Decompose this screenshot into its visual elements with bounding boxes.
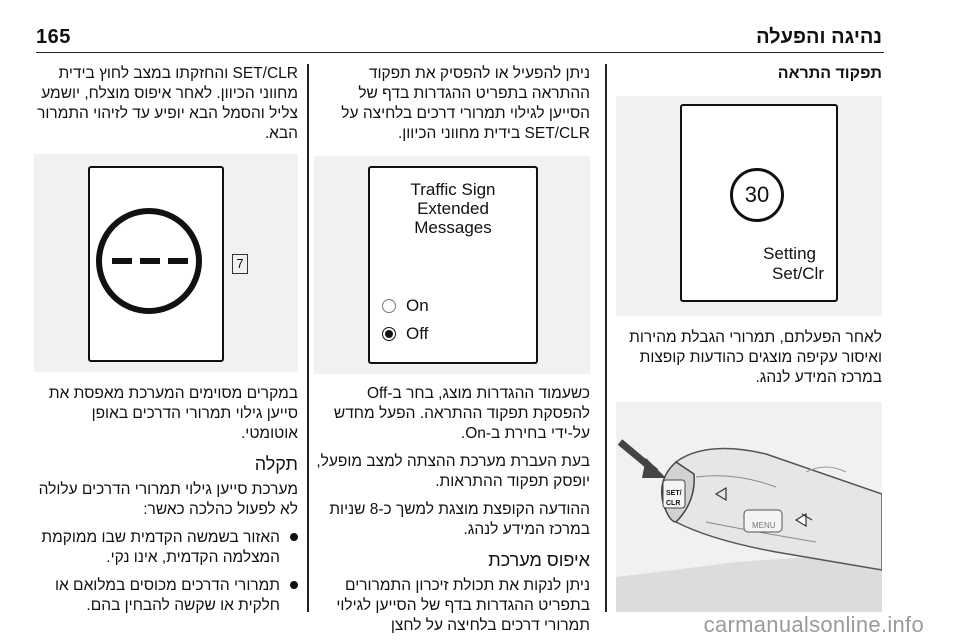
section-heading-alert: תפקוד התראה	[777, 65, 882, 82]
column-right	[610, 64, 882, 612]
bullet-text: תמרורי הדרכים מכוסים במלואם או חלקית או שקשה להבחין בהם.	[54, 577, 280, 614]
option-on-label: On	[406, 296, 429, 315]
column-left	[34, 64, 298, 624]
middle-paragraph-1: ניתן להפעיל או להפסיק את תפקוד ההתראה בתפריט ההגדרות בדף של הסייען לגילוי תמרורי דרכים בלחיצה על SET/CLR בידית מחווני הכיוון.	[341, 65, 590, 142]
list-item	[34, 576, 298, 616]
reset-symbol-figure	[34, 154, 298, 372]
speed-sign-figure	[616, 96, 882, 316]
left-paragraph-1: SET/CLR והחזקתו במצב לחוץ בידית מחווני הכיוון. לאחר איפוס מוצלח, יושמע צליל והסמל הבא יופיע עד לזיהוי התמרור הבא.	[37, 65, 298, 142]
speed-limit-sign-icon	[730, 168, 784, 222]
bullet-text: האזור בשמשה הקדמית שבו ממוקמת המצלמה הקדמית, אינו נקי.	[41, 529, 280, 566]
corner-number-icon	[232, 254, 248, 274]
page-number: 165	[36, 26, 71, 48]
option-off[interactable]	[382, 324, 428, 344]
no-sign-symbol-icon	[96, 208, 202, 314]
display-label-setting: Setting	[763, 244, 816, 263]
corner-number-label: 7	[236, 256, 244, 271]
middle-paragraph-2: כשעמוד ההגדרות מוצג, בחר ב-Off להפסקת תפקוד ההתראה. הפעל מחדש על-ידי בחירת ב-On.	[333, 385, 590, 442]
watermark: carmanualsonline.info	[703, 612, 924, 637]
column-middle	[314, 64, 590, 644]
display-label-setclr: Set/Clr	[772, 264, 824, 283]
column-divider	[605, 64, 607, 612]
fault-bullet-list	[34, 528, 298, 616]
stalk-label-menu: MENU	[752, 521, 776, 530]
display-panel	[680, 104, 838, 302]
stalk-illustration	[616, 402, 882, 612]
bullet-icon	[290, 581, 298, 589]
section-heading-reset: איפוס מערכת	[488, 550, 590, 570]
settings-title-line3: Messages	[414, 218, 492, 237]
chapter-title: נהיגה והפעלה	[756, 26, 882, 48]
stalk-label-set: SET/	[666, 490, 682, 497]
radio-unselected-icon	[382, 299, 396, 313]
middle-paragraph-5: ניתן לנקות את תכולת זיכרון התמרורים בתפריט ההגדרות בדף של הסייען לגילוי תמרורי דרכים בלחיצה על לחצן	[336, 577, 590, 634]
left-paragraph-2: במקרים מסוימים המערכת מאפסת את סייען גילוי תמרורי הדרכים באופן אוטומטי.	[48, 385, 298, 442]
alert-paragraph: לאחר הפעלתם, תמרורי הגבלת מהירות ואיסור עקיפה מוצגים כהודעות קופצות במרכז המידע לנהג.	[629, 329, 882, 386]
middle-paragraph-4: ההודעה הקופצת מוצגת למשך כ-8 שניות במרכז המידע לנהג.	[329, 501, 590, 538]
traffic-sign-settings-figure	[314, 156, 590, 374]
left-paragraph-3: מערכת סייען גילוי תמרורי הדרכים עלולה לא לפעול כהלכה כאשר:	[38, 481, 298, 518]
settings-display-panel	[368, 166, 538, 364]
stalk-label-clr: CLR	[666, 500, 681, 507]
turn-signal-stalk-figure	[616, 402, 882, 612]
radio-selected-icon	[382, 327, 396, 341]
section-heading-fault: תקלה	[254, 454, 298, 474]
bullet-icon	[290, 533, 298, 541]
option-off-label: Off	[406, 324, 429, 343]
middle-paragraph-3: בעת העברת מערכת ההצתה למצב מופעל, יופסק תפקוד ההתראות.	[316, 453, 590, 490]
settings-title-line2: Extended	[417, 199, 489, 218]
speed-limit-value: 30	[744, 182, 770, 207]
page-header	[36, 26, 884, 53]
column-divider	[307, 64, 309, 612]
list-item	[34, 528, 298, 568]
reset-display-panel	[88, 166, 224, 362]
settings-title-line1: Traffic Sign	[410, 180, 496, 199]
option-on[interactable]	[382, 296, 429, 316]
